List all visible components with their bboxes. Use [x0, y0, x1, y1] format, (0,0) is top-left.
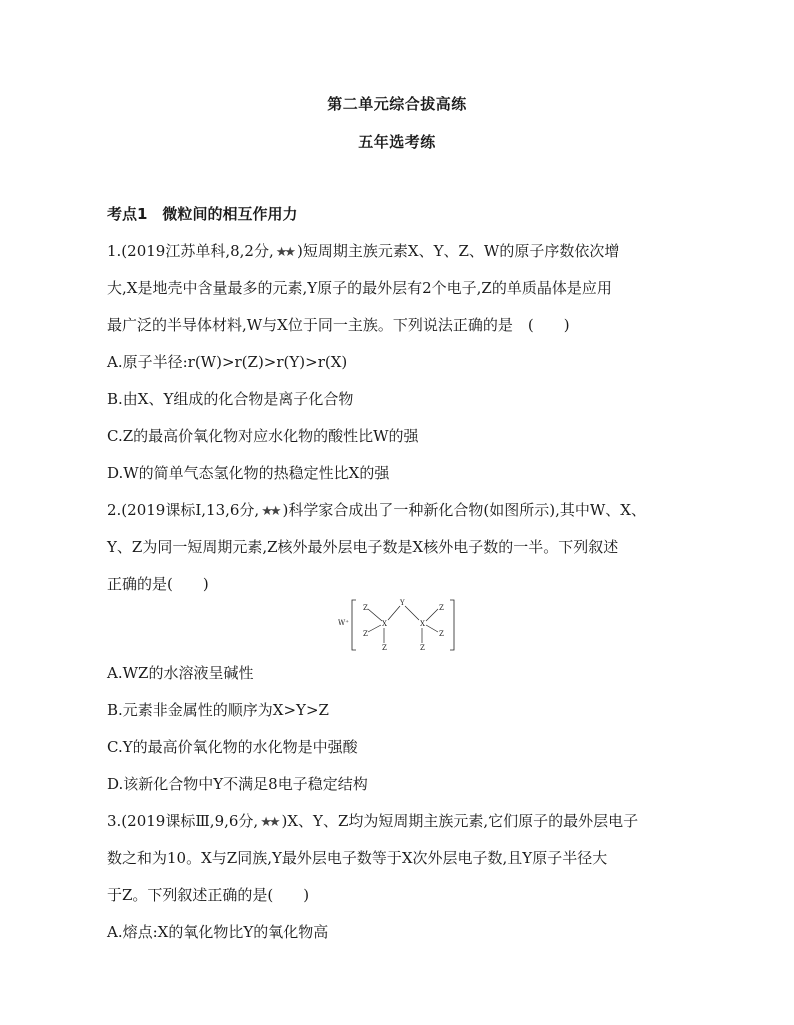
diagram-atom-z: Z	[439, 630, 444, 638]
document-title: 第二单元综合拔高练	[327, 95, 467, 113]
question-3-line-3: 于Z。下列叙述正确的是( )	[107, 886, 310, 904]
diagram-cation-label: W⁺	[338, 619, 349, 627]
diagram-atom-z: Z	[363, 630, 368, 638]
question-1-option-c: C.Z的最高价氧化物对应水化物的酸性比W的强	[107, 427, 419, 445]
diagram-bond	[388, 606, 400, 620]
diagram-bond	[368, 609, 382, 621]
diagram-atom-x-left: X	[382, 620, 387, 628]
diagram-atom-x-right: X	[420, 620, 425, 628]
question-1-line-3: 最广泛的半导体材料,W与X位于同一主族。下列说法正确的是 ( )	[107, 316, 570, 334]
diagram-atom-z: Z	[420, 644, 425, 652]
difficulty-star-icon: ★★	[260, 815, 278, 830]
diagram-atom-y: Y	[400, 599, 405, 607]
question-1-option-d: D.W的简单气态氢化物的热稳定性比X的强	[107, 464, 390, 482]
question-2-option-a: A.WZ的水溶液呈碱性	[107, 664, 254, 682]
document-subtitle: 五年选考练	[358, 133, 436, 151]
question-2-option-d: D.该新化合物中Y不满足8电子稳定结构	[107, 775, 368, 793]
question-2-line-1: 2.(2019课标Ⅰ,13,6分, ★★ )科学家合成出了一种新化合物(如图所示),其中W、X、	[107, 501, 646, 519]
question-1-option-a: A.原子半径:r(W)>r(Z)>r(Y)>r(X)	[107, 353, 348, 371]
question-2-line-3: 正确的是( )	[107, 575, 209, 593]
question-1-line-1: 1.(2019江苏单科,8,2分, ★★ )短周期主族元素X、Y、Z、W的原子序数依次增	[107, 242, 620, 260]
diagram-right-bracket	[450, 600, 454, 650]
question-3-line-1: 3.(2019课标Ⅲ,9,6分, ★★ )X、Y、Z均为短周期主族元素,它们原子的最外层电子	[107, 812, 639, 830]
question-2-option-b: B.元素非金属性的顺序为X>Y>Z	[107, 701, 329, 719]
question-2-option-c: C.Y的最高价氧化物的水化物是中强酸	[107, 738, 358, 756]
question-3-line-2: 数之和为10。X与Z同族,Y最外层电子数等于X次外层电子数,且Y原子半径大	[107, 849, 608, 867]
diagram-atom-z: Z	[382, 644, 387, 652]
question-2-line-2: Y、Z为同一短周期元素,Z核外最外层电子数是X核外电子数的一半。下列叙述	[107, 538, 619, 556]
question-3-option-a: A.熔点:X的氧化物比Y的氧化物高	[107, 923, 329, 941]
section-heading: 考点1 微粒间的相互作用力	[107, 205, 298, 223]
question-1-line-2: 大,X是地壳中含量最多的元素,Y原子的最外层有2个电子,Z的单质晶体是应用	[107, 279, 612, 297]
diagram-bond	[426, 609, 438, 621]
question-1-option-b: B.由X、Y组成的化合物是离子化合物	[107, 390, 354, 408]
compound-structure-diagram	[338, 597, 458, 653]
diagram-bond	[405, 606, 419, 620]
diagram-atom-z: Z	[439, 604, 444, 612]
difficulty-star-icon: ★★	[275, 245, 294, 260]
difficulty-star-icon: ★★	[261, 504, 279, 519]
diagram-bond	[368, 625, 381, 632]
diagram-bond	[426, 625, 438, 632]
diagram-atom-z: Z	[363, 604, 368, 612]
diagram-left-bracket	[352, 600, 356, 650]
